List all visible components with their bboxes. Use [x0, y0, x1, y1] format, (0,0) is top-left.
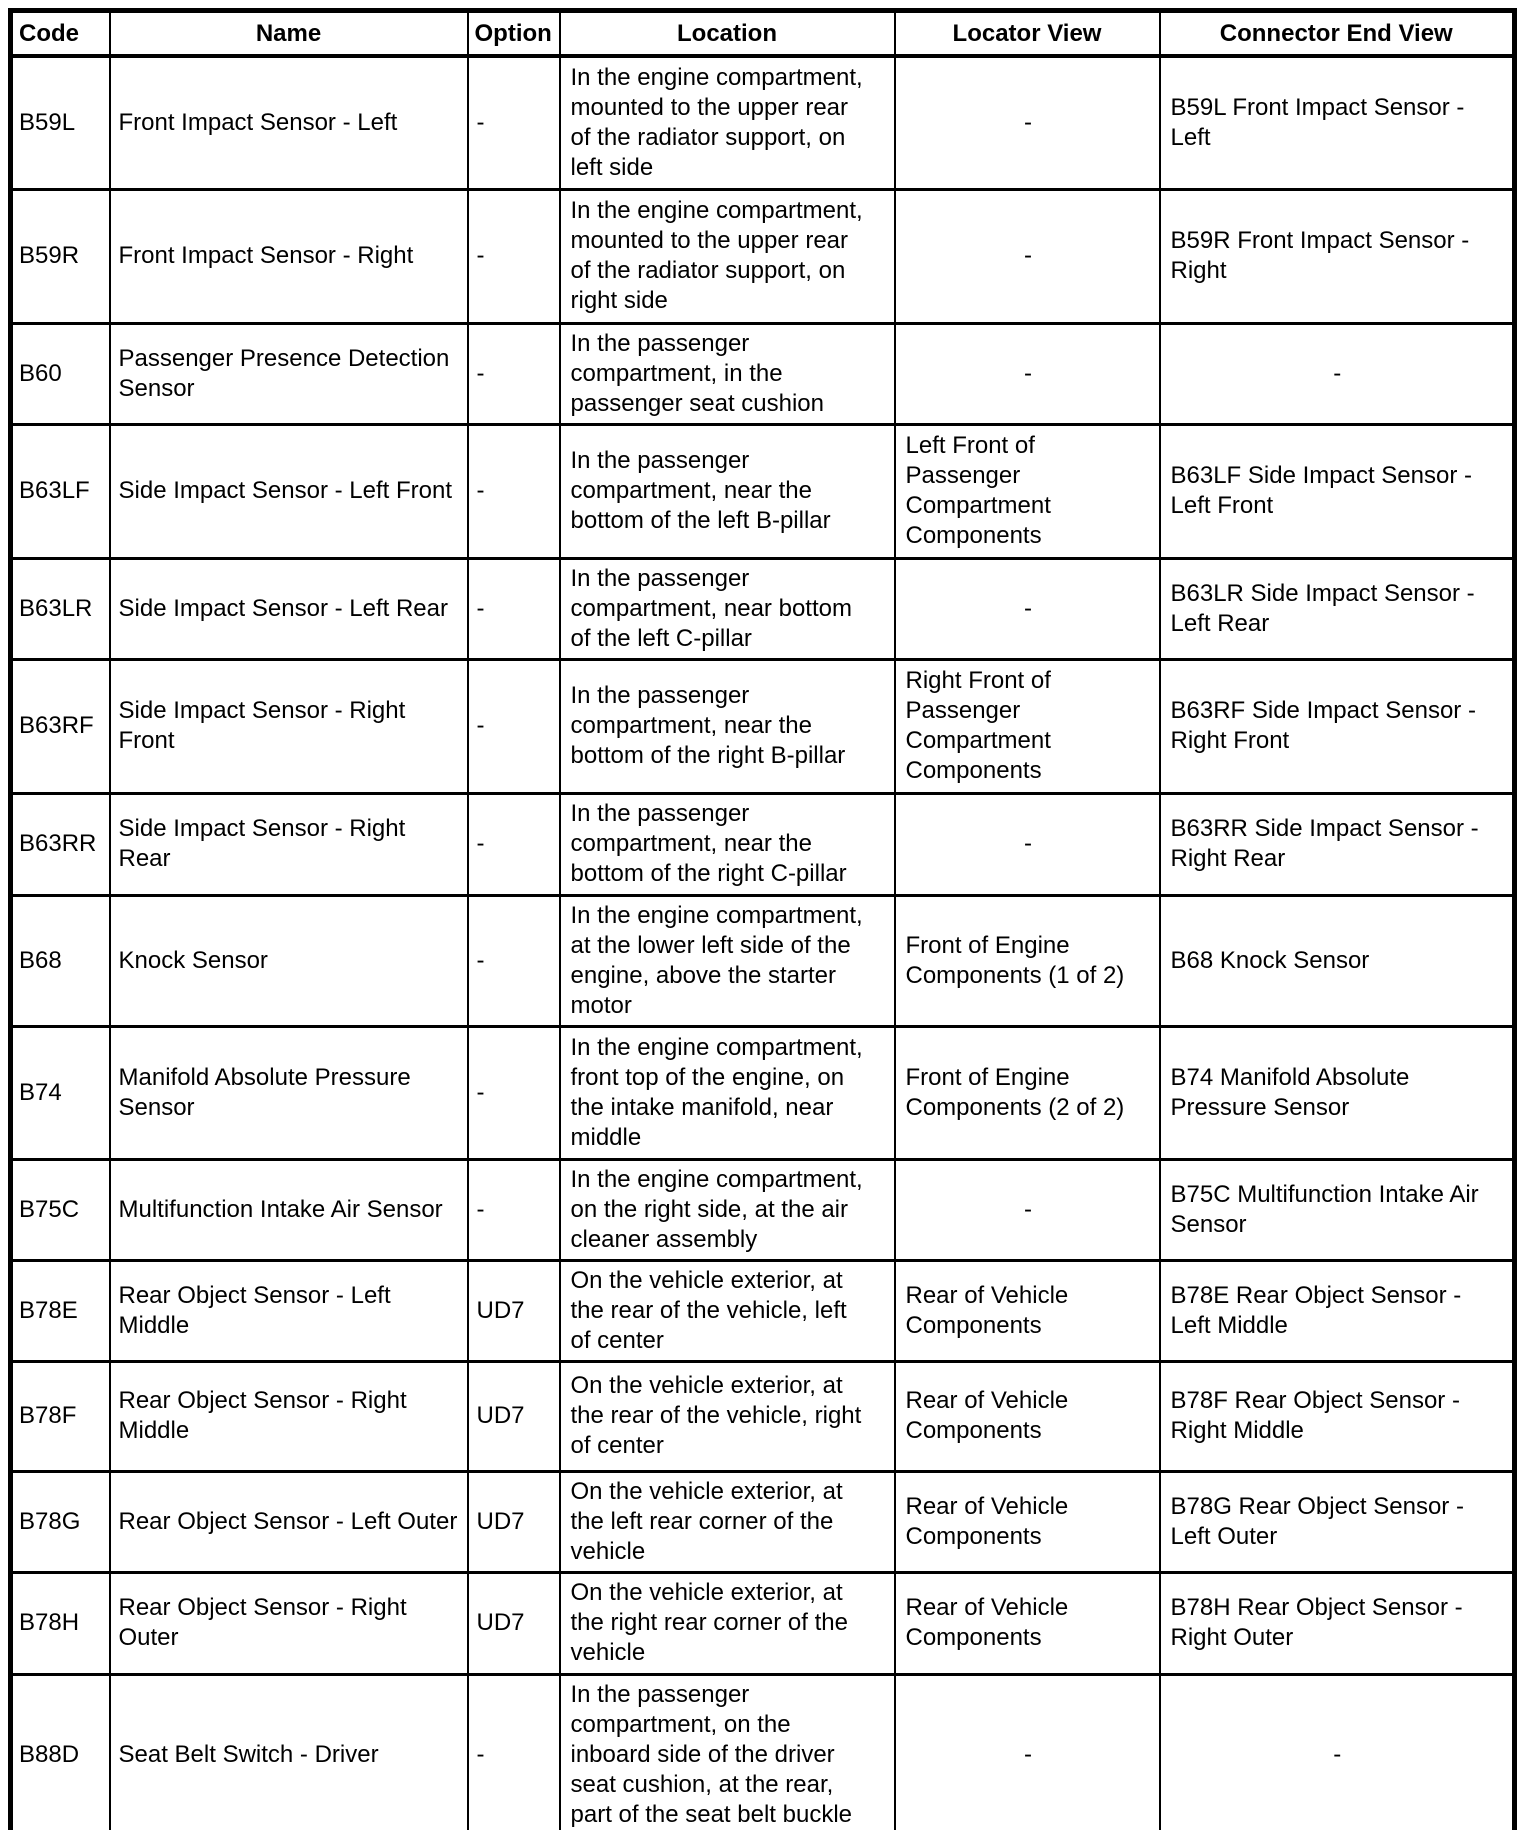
cell-connector-end-view: - [1160, 1674, 1515, 1830]
cell-name: Rear Object Sensor - Left Outer [110, 1471, 468, 1572]
cell-location: In the passenger compartment, near the bottom of the right C-pillar [560, 793, 895, 895]
cell-locator-view: - [895, 1674, 1160, 1830]
cell-name: Knock Sensor [110, 895, 468, 1026]
cell-name: Multifunction Intake Air Sensor [110, 1159, 468, 1260]
cell-code: B88D [11, 1674, 110, 1830]
header-location: Location [560, 11, 895, 57]
table-row [11, 1572, 1515, 1674]
cell-option: - [468, 1026, 560, 1159]
cell-connector-end-view: B59L Front Impact Sensor - Left [1160, 56, 1515, 189]
cell-location: On the vehicle exterior, at the rear of the vehicle, right of center [560, 1361, 895, 1471]
cell-location: On the vehicle exterior, at the right rear corner of the vehicle [560, 1572, 895, 1674]
cell-connector-end-view: B78G Rear Object Sensor - Left Outer [1160, 1471, 1515, 1572]
cell-code: B78F [11, 1361, 110, 1471]
cell-option: - [468, 895, 560, 1026]
cell-option: - [468, 56, 560, 189]
cell-code: B78G [11, 1471, 110, 1572]
cell-connector-end-view: B68 Knock Sensor [1160, 895, 1515, 1026]
cell-code: B63RF [11, 659, 110, 793]
table-row [11, 1471, 1515, 1572]
table-row [11, 323, 1515, 424]
cell-location: In the passenger compartment, near bottom of the left C-pillar [560, 558, 895, 659]
cell-connector-end-view: B59R Front Impact Sensor - Right [1160, 189, 1515, 323]
table-row [11, 659, 1515, 793]
cell-locator-view: Left Front of Passenger Compartment Components [895, 424, 1160, 558]
cell-option: UD7 [468, 1572, 560, 1674]
cell-name: Rear Object Sensor - Right Outer [110, 1572, 468, 1674]
cell-locator-view: Rear of Vehicle Components [895, 1361, 1160, 1471]
cell-name: Rear Object Sensor - Right Middle [110, 1361, 468, 1471]
header-connector-end-view: Connector End View [1160, 11, 1515, 57]
cell-option: - [468, 659, 560, 793]
cell-name: Seat Belt Switch - Driver [110, 1674, 468, 1830]
cell-connector-end-view: - [1160, 323, 1515, 424]
cell-option: - [468, 558, 560, 659]
cell-locator-view: Rear of Vehicle Components [895, 1572, 1160, 1674]
cell-location: In the passenger compartment, near the bottom of the left B-pillar [560, 424, 895, 558]
cell-connector-end-view: B78H Rear Object Sensor - Right Outer [1160, 1572, 1515, 1674]
cell-location: On the vehicle exterior, at the rear of the vehicle, left of center [560, 1260, 895, 1361]
cell-code: B68 [11, 895, 110, 1026]
cell-option: UD7 [468, 1471, 560, 1572]
header-row [11, 11, 1515, 57]
table-row [11, 1361, 1515, 1471]
header-name: Name [110, 11, 468, 57]
table-row [11, 1674, 1515, 1830]
cell-code: B59L [11, 56, 110, 189]
cell-name: Manifold Absolute Pressure Sensor [110, 1026, 468, 1159]
cell-code: B78H [11, 1572, 110, 1674]
cell-locator-view: Rear of Vehicle Components [895, 1260, 1160, 1361]
cell-option: - [468, 189, 560, 323]
cell-locator-view: - [895, 793, 1160, 895]
cell-name: Side Impact Sensor - Left Front [110, 424, 468, 558]
cell-option: - [468, 793, 560, 895]
cell-code: B75C [11, 1159, 110, 1260]
cell-name: Side Impact Sensor - Left Rear [110, 558, 468, 659]
table-row [11, 1026, 1515, 1159]
cell-location: In the engine compartment, mounted to the upper rear of the radiator support, on right side [560, 189, 895, 323]
table-row [11, 189, 1515, 323]
cell-name: Passenger Presence Detection Sensor [110, 323, 468, 424]
cell-option: - [468, 1159, 560, 1260]
cell-connector-end-view: B74 Manifold Absolute Pressure Sensor [1160, 1026, 1515, 1159]
cell-connector-end-view: B63LF Side Impact Sensor - Left Front [1160, 424, 1515, 558]
cell-code: B60 [11, 323, 110, 424]
cell-name: Side Impact Sensor - Right Front [110, 659, 468, 793]
cell-connector-end-view: B63RF Side Impact Sensor - Right Front [1160, 659, 1515, 793]
cell-locator-view: - [895, 1159, 1160, 1260]
cell-code: B63LF [11, 424, 110, 558]
cell-code: B59R [11, 189, 110, 323]
cell-code: B78E [11, 1260, 110, 1361]
table-row [11, 1260, 1515, 1361]
cell-locator-view: - [895, 56, 1160, 189]
cell-locator-view: - [895, 189, 1160, 323]
cell-code: B63LR [11, 558, 110, 659]
cell-connector-end-view: B75C Multifunction Intake Air Sensor [1160, 1159, 1515, 1260]
cell-option: - [468, 323, 560, 424]
cell-option: - [468, 1674, 560, 1830]
cell-location: On the vehicle exterior, at the left rear corner of the vehicle [560, 1471, 895, 1572]
cell-location: In the passenger compartment, near the bottom of the right B-pillar [560, 659, 895, 793]
cell-location: In the passenger compartment, in the passenger seat cushion [560, 323, 895, 424]
cell-locator-view: Front of Engine Components (1 of 2) [895, 895, 1160, 1026]
table-row [11, 793, 1515, 895]
cell-locator-view: - [895, 558, 1160, 659]
cell-name: Front Impact Sensor - Right [110, 189, 468, 323]
cell-location: In the engine compartment, mounted to the upper rear of the radiator support, on left side [560, 56, 895, 189]
cell-location: In the engine compartment, at the lower left side of the engine, above the starter motor [560, 895, 895, 1026]
cell-option: UD7 [468, 1361, 560, 1471]
cell-connector-end-view: B78F Rear Object Sensor - Right Middle [1160, 1361, 1515, 1471]
cell-location: In the passenger compartment, on the inboard side of the driver seat cushion, at the rear, part of the seat belt buckle [560, 1674, 895, 1830]
cell-locator-view: - [895, 323, 1160, 424]
cell-option: UD7 [468, 1260, 560, 1361]
cell-connector-end-view: B63LR Side Impact Sensor - Left Rear [1160, 558, 1515, 659]
header-locator-view: Locator View [895, 11, 1160, 57]
table-body [11, 56, 1515, 1830]
cell-locator-view: Right Front of Passenger Compartment Components [895, 659, 1160, 793]
cell-name: Front Impact Sensor - Left [110, 56, 468, 189]
table-row [11, 558, 1515, 659]
cell-location: In the engine compartment, front top of the engine, on the intake manifold, near middle [560, 1026, 895, 1159]
table-row [11, 1159, 1515, 1260]
cell-name: Side Impact Sensor - Right Rear [110, 793, 468, 895]
table-row [11, 895, 1515, 1026]
cell-locator-view: Rear of Vehicle Components [895, 1471, 1160, 1572]
cell-locator-view: Front of Engine Components (2 of 2) [895, 1026, 1160, 1159]
connector-location-table [8, 8, 1517, 1830]
header-code: Code [11, 11, 110, 57]
cell-connector-end-view: B78E Rear Object Sensor - Left Middle [1160, 1260, 1515, 1361]
header-option: Option [468, 11, 560, 57]
table-row [11, 424, 1515, 558]
cell-code: B74 [11, 1026, 110, 1159]
table-row [11, 56, 1515, 189]
cell-location: In the engine compartment, on the right side, at the air cleaner assembly [560, 1159, 895, 1260]
cell-name: Rear Object Sensor - Left Middle [110, 1260, 468, 1361]
cell-option: - [468, 424, 560, 558]
cell-connector-end-view: B63RR Side Impact Sensor - Right Rear [1160, 793, 1515, 895]
cell-code: B63RR [11, 793, 110, 895]
